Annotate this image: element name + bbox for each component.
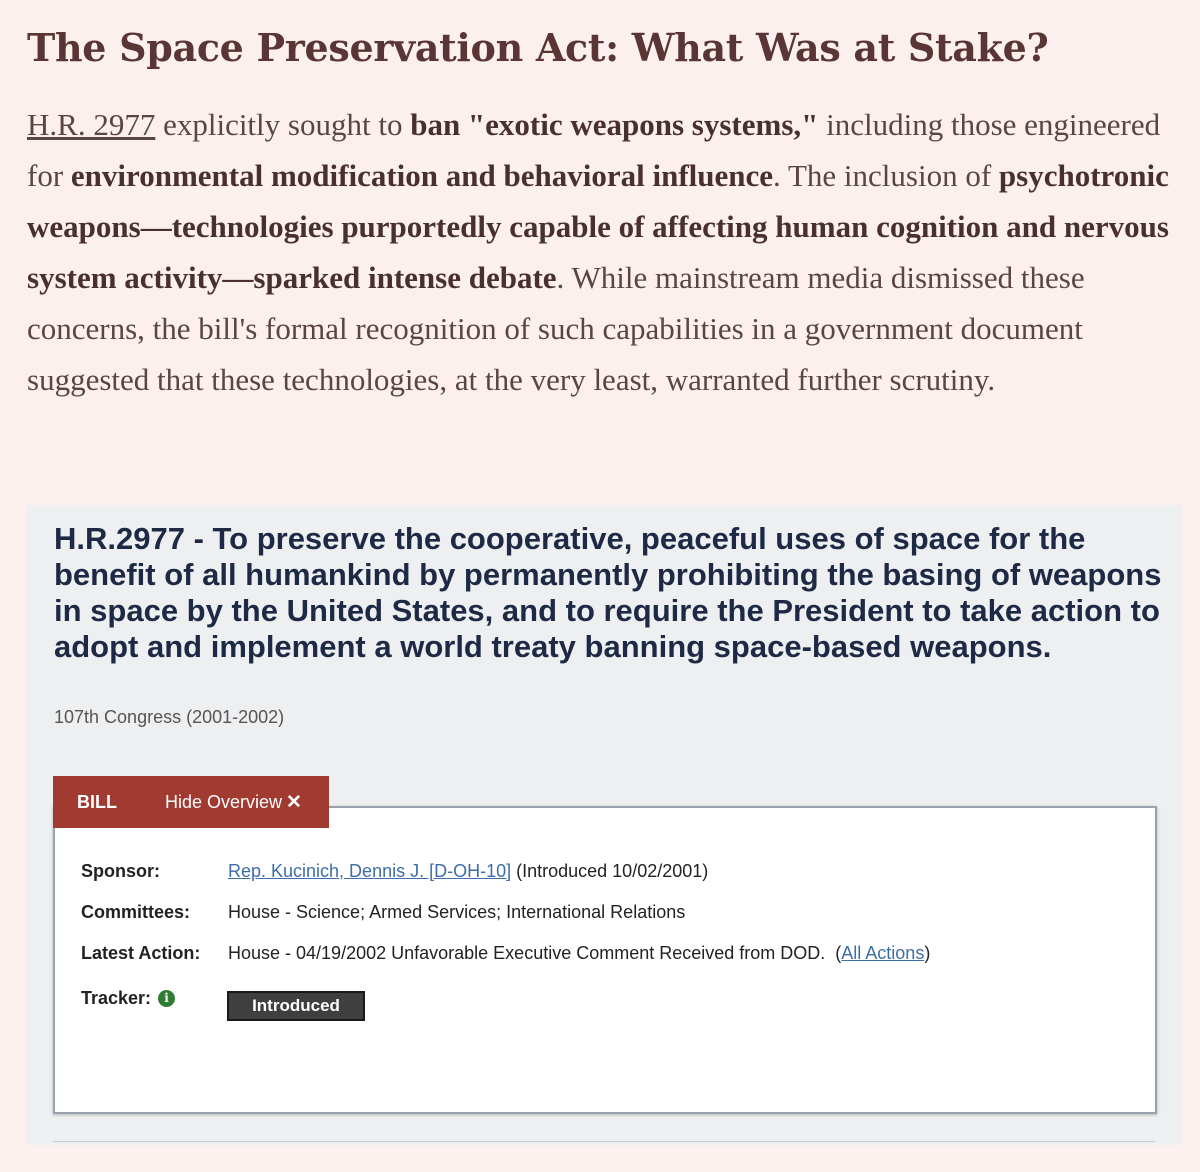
sponsor-link[interactable]: Rep. Kucinich, Dennis J. [D-OH-10]	[228, 861, 512, 881]
paragraph-bold-1: ban "exotic weapons systems,"	[410, 107, 819, 142]
sponsor-row	[81, 861, 708, 882]
all-actions-link[interactable]: All Actions	[841, 943, 925, 963]
latest-action-row	[81, 943, 930, 964]
hr2977-link[interactable]: H.R. 2977	[27, 107, 156, 142]
sponsor-label: Sponsor:	[81, 861, 160, 881]
info-icon[interactable]: i	[158, 990, 175, 1007]
paragraph-text-2: including those engineered for	[27, 107, 1161, 193]
latest-action-value	[228, 943, 930, 964]
tracker-label: Tracker:	[81, 988, 152, 1008]
divider	[53, 1141, 1155, 1142]
hide-overview-label: Hide Overview	[165, 791, 283, 812]
bill-tab-bar	[53, 776, 329, 828]
committees-value: House - Science; Armed Services; International Relations	[228, 902, 686, 922]
paragraph-bold-2: environmental modification and behavioral influence	[70, 158, 774, 193]
bill-title: H.R.2977 - To preserve the cooperative, peaceful uses of space for the benefit of all humankind by permanently prohibiting the basing of weapons in space by the United States, and to require the President to take action to adopt and implement a world treaty banning space-based weapons.	[54, 521, 1162, 664]
congress-session: 107th Congress (2001-2002)	[54, 707, 285, 727]
latest-action-label: Latest Action:	[81, 943, 201, 963]
paragraph-text-3: . The inclusion of	[773, 158, 999, 193]
paragraph-text-1: explicitly sought to	[155, 107, 411, 142]
sponsor-introduced-date: (Introduced 10/02/2001)	[511, 861, 709, 881]
hide-overview-button[interactable]	[165, 791, 302, 814]
paragraph-text-4: . While mainstream media dismissed these concerns, the bill's formal recognition of such capabilities in a government document suggested that these technologies, at the very least, warranted further scrutiny.	[27, 260, 1085, 397]
tab-bill[interactable]: BILL	[77, 791, 117, 812]
latest-action-close-paren: )	[924, 943, 931, 963]
latest-action-text: House - 04/19/2002 Unfavorable Executive Comment Received from DOD. (	[228, 943, 842, 963]
tracker-label-wrap	[81, 988, 228, 1009]
close-icon: ✕	[286, 791, 302, 813]
sponsor-value	[228, 861, 708, 882]
article-paragraph	[27, 99, 1187, 405]
committees-label: Committees:	[81, 902, 191, 922]
committees-row	[81, 902, 685, 923]
tracker-status-badge: Introduced	[227, 991, 365, 1021]
tracker-row	[81, 988, 228, 1009]
bill-screenshot-card	[27, 505, 1182, 1145]
paragraph-bold-3: psychotronic weapons—technologies purportedly capable of affecting human cognition and nervous system activity—sparked intense debate	[27, 158, 1169, 295]
article-heading: The Space Preservation Act: What Was at Stake?	[27, 25, 1049, 70]
bill-overview-panel	[53, 806, 1157, 1114]
